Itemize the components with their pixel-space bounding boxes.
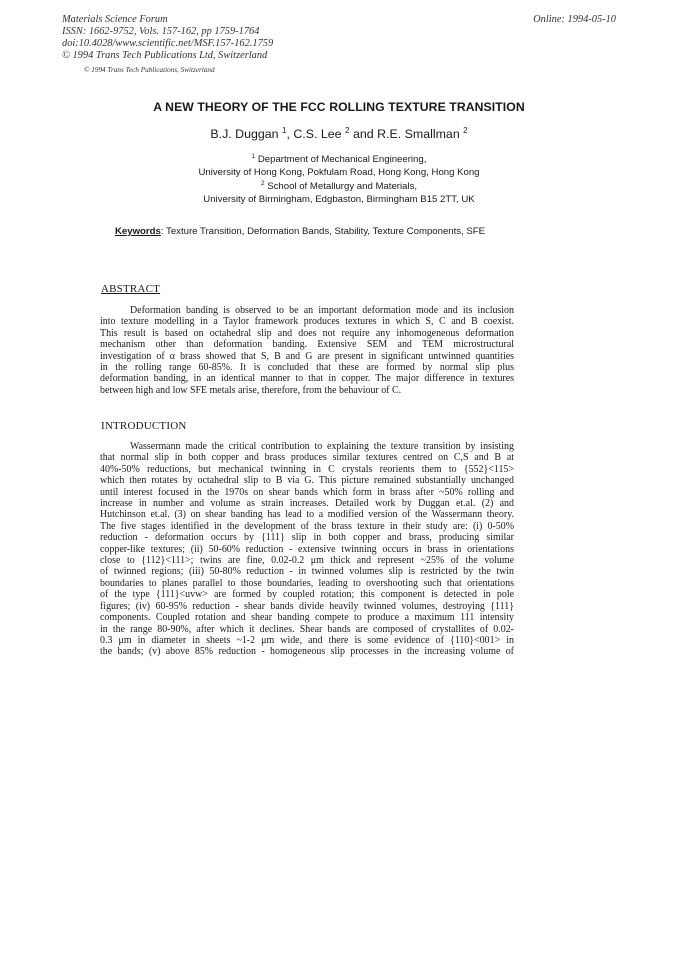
abstract-heading: ABSTRACT [101, 283, 161, 295]
affiliation-marker: 2 [463, 126, 468, 135]
text-line: in the range 80-90%, after which it declines. Shear bands are composed of crystallites of 0.02- [100, 623, 514, 635]
affiliation-institution: University of Hong Kong, Pokfulam Road, Hong Kong, Hong Kong [198, 167, 480, 178]
text-line: of twinned regions; (iii) 50-80% reduction - in twinned volumes slip is restricted by the twin [100, 566, 514, 578]
journal-name: Materials Science Forum [62, 14, 168, 25]
text-line: 40%-50% reductions, but mechanical twinning in C crystals reorients them to {552}<115> [100, 463, 514, 475]
author-conjunction: and [352, 127, 374, 141]
text-line: which then rotates by octahedral slip to B via G. This picture remained substantially unchanged [100, 475, 514, 487]
text-line: Deformation banding is observed to be an important deformation mode and its inclusion [130, 305, 514, 316]
text-line: until interest focused in the 1970s on shear bands which form in brass after ~50% rolling and [100, 486, 514, 498]
text-line: into texture modelling in a Taylor framework produces textures in which S, C and B coexist. [100, 316, 514, 328]
copyright-line: © 1994 Trans Tech Publications Ltd, Switzerland [62, 50, 268, 61]
text-line: 0.3 μm in diameter in sheets ~1-2 μm wide, and there is some evidence of {110}<001> in [100, 634, 514, 646]
text-line: investigation of α brass showed that S, B and G are present in significant untwinned quantities [100, 350, 514, 362]
text-line: Wassermann made the critical contribution to explaining the texture transition by insisting [130, 441, 514, 452]
affiliation-department: Department of Mechanical Engineering, [257, 154, 427, 165]
affiliation-marker: 2 [260, 180, 265, 187]
paper-title: A NEW THEORY OF THE FCC ROLLING TEXTURE TRANSITION [153, 100, 525, 114]
publication-metadata [62, 14, 273, 76]
introduction-body [100, 441, 514, 658]
text-line: the bands; (v) above 85% reduction - homogeneous slip processes in the increasing volume of [100, 646, 514, 658]
author-name: R.E. Smallman [377, 127, 460, 141]
author-name: C.S. Lee [293, 127, 342, 141]
affiliation-marker: 2 [345, 126, 350, 135]
affiliation-1 [0, 150, 678, 179]
keywords [115, 226, 485, 237]
text-line: This result is based on octahedral slip and does not require any inhomogeneous deformation [100, 327, 514, 339]
issn-line: ISSN: 1662-9752, Vols. 157-162, pp 1759-1764 [62, 26, 260, 37]
text-line: between high and low SFE metals arise, therefore, from the behaviour of C. [100, 384, 402, 396]
affiliation-institution: University of Birmingham, Edgbaston, Birmingham B15 2TT, UK [203, 194, 475, 205]
text-line: deformation banding, in an identical manner to that in copper. The major difference in textures [100, 373, 514, 385]
affiliation-2 [0, 177, 678, 206]
author-list: B.J. Duggan $^1$, C.S. Lee $^2$ and R.E. Smallman $^2$ [210, 126, 468, 141]
keywords-text: : Texture Transition, Deformation Bands, Stability, Texture Components, SFE [160, 226, 486, 237]
abstract-body [100, 305, 514, 396]
text-line: close to {112}<111>; twins are fine, 0.02-0.2 μm thick and represent ~25% of the volume [100, 555, 514, 567]
text-line: copper-like textures; (ii) 50-60% reduction - extensive twinning occurs in brass in orientations [100, 543, 514, 555]
text-line: increase in number and volume as strain increases. Detailed work by Duggan et.al. (2) and [100, 498, 514, 510]
author-name: B.J. Duggan [210, 127, 279, 141]
affiliation-marker: 1 [251, 153, 256, 160]
text-line: in the rolling range 60-85%. It is concluded that these are formed by normal slip plus [100, 362, 514, 374]
text-line: mechanism other than deformation banding. Extensive SEM and TEM microstructural [100, 339, 514, 351]
text-line: boundaries to planes parallel to those boundaries, leading to overshooting such that orientations [100, 577, 514, 589]
text-line: components. Coupled rotation and shear banding compete to produce a maximum 111 intensity [100, 612, 514, 624]
introduction-heading: INTRODUCTION [101, 420, 187, 432]
text-line: of the type {111}<uvw> are formed by coupled rotation; this component is detected in pole [100, 589, 514, 601]
affiliation-marker: 1 [282, 126, 287, 135]
copyright-small: © 1994 Trans Tech Publications, Switzerland [84, 66, 215, 74]
keywords-label: Keywords [115, 226, 161, 237]
online-date: Online: 1994-05-10 [533, 14, 616, 25]
text-line: figures; (iv) 60-95% reduction - shear bands divide heavily twinned volumes, destroying {111} [100, 600, 514, 612]
text-line: that normal slip in both copper and brass produces similar textures centred on C,S and B at [100, 452, 514, 464]
text-line: reduction - deformation occurs by {111} slip in both copper and brass, producing similar [100, 532, 514, 544]
text-line: Hutchinson et.al. (3) on shear banding has lead to a modified version of the Wassermann theory. [100, 509, 514, 521]
text-line: The five stages identified in the development of the brass texture in their study are: (i) 0-50% [100, 520, 514, 532]
doi-link[interactable]: doi:10.4028/www.scientific.net/MSF.157-162.1759 [62, 38, 274, 49]
affiliation-department: School of Metallurgy and Materials, [267, 181, 418, 192]
